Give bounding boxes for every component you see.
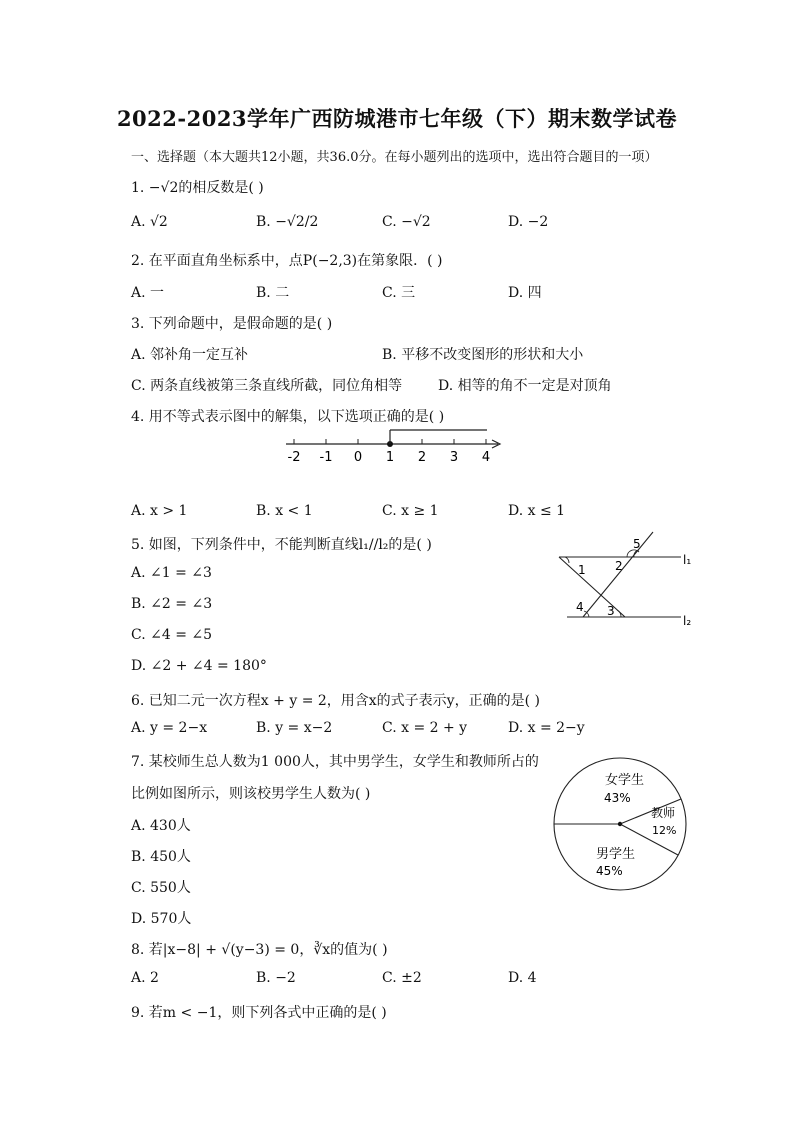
question-3-stem: 3. 下列命题中，是假命题的是( ) (131, 316, 333, 332)
q6-option-a: A. y = 2−x (131, 720, 208, 736)
number-line-tick-label: 4 (481, 450, 491, 465)
question-7-stem-line2: 比例如图所示，则该校男学生人数为( ) (131, 786, 371, 802)
q2-option-d: D. 四 (508, 285, 542, 301)
angle-4-label: 4 (576, 600, 584, 614)
pie-female-label: 女学生 (605, 773, 645, 788)
number-line-tick-label: 0 (353, 450, 363, 465)
q4-option-a: A. x > 1 (131, 503, 188, 519)
q8-option-c: C. ±2 (382, 970, 422, 986)
angle-2-label: 2 (615, 559, 623, 573)
q4-option-d: D. x ≤ 1 (508, 503, 566, 519)
q8-option-a: A. 2 (131, 970, 159, 986)
pie-teacher-label: 教师 (651, 806, 676, 820)
q7-option-b: B. 450人 (131, 849, 191, 865)
question-1-stem: 1. −√2的相反数是( ) (131, 180, 264, 196)
line-l1-label: l₁ (683, 553, 692, 567)
pie-teacher-pct: 12% (652, 824, 677, 837)
q8-option-b: B. −2 (256, 970, 296, 986)
number-line-tick-label: 2 (417, 450, 427, 465)
q6-option-d: D. x = 2−y (508, 720, 585, 736)
pie-female-pct: 43% (604, 791, 631, 805)
q7-option-c: C. 550人 (131, 880, 191, 896)
question-8-stem: 8. 若|x−8| + √(y−3) = 0，∛x的值为( ) (131, 942, 388, 958)
question-9-stem: 9. 若m < −1，则下列各式中正确的是( ) (131, 1005, 387, 1021)
question-7-stem-line1: 7. 某校师生总人数为1 000人，其中男学生，女学生和教师所占的 (131, 754, 539, 770)
q7-option-d: D. 570人 (131, 911, 192, 927)
page-title: 2022-2023学年广西防城港市七年级（下）期末数学试卷 (116, 106, 678, 131)
q5-option-c: C. ∠4 = ∠5 (131, 627, 213, 643)
question-6-stem: 6. 已知二元一次方程x + y = 2，用含x的式子表示y，正确的是( ) (131, 693, 540, 709)
parallel-lines-figure (555, 530, 705, 630)
q4-option-c: C. x ≥ 1 (382, 503, 439, 519)
number-line-tick-label: -1 (319, 450, 333, 465)
q7-option-a: A. 430人 (131, 818, 191, 834)
angle-1-label: 1 (578, 563, 586, 577)
transversal-right (583, 532, 653, 617)
pie-chart-figure (550, 754, 690, 894)
q8-option-d: D. 4 (508, 970, 537, 986)
section-heading: 一、选择题（本大题共12小题，共36.0分。在每小题列出的选项中，选出符合题目的一项） (131, 150, 658, 165)
question-5-stem: 5. 如图，下列条件中，不能判断直线l₁//l₂的是( ) (131, 537, 432, 553)
q1-option-d: D. −2 (508, 214, 549, 230)
question-2-stem: 2. 在平面直角坐标系中，点P(−2,3)在第象限．( ) (131, 253, 443, 269)
q5-option-a: A. ∠1 = ∠3 (131, 565, 212, 581)
pie-center (618, 822, 622, 826)
q6-option-b: B. y = x−2 (256, 720, 333, 736)
number-line-tick-label: 1 (385, 450, 395, 465)
q3-option-d: D. 相等的角不一定是对顶角 (438, 378, 612, 394)
q2-option-a: A. 一 (131, 285, 165, 301)
q3-option-c: C. 两条直线被第三条直线所截，同位角相等 (131, 378, 403, 394)
q6-option-c: C. x = 2 + y (382, 720, 468, 736)
angle-5-label: 5 (633, 537, 641, 551)
q1-option-b: B. −√2/2 (256, 214, 319, 230)
pie-male-pct: 45% (596, 864, 623, 878)
q5-option-d: D. ∠2 + ∠4 = 180° (131, 658, 267, 674)
number-line-tick-label: -2 (287, 450, 301, 465)
angle-3-label: 3 (607, 604, 615, 618)
q3-option-b: B. 平移不改变图形的形状和大小 (382, 347, 584, 363)
number-line-tick-label: 3 (449, 450, 459, 465)
q5-option-b: B. ∠2 = ∠3 (131, 596, 213, 612)
q1-option-a: A. √2 (131, 214, 168, 230)
q1-option-c: C. −√2 (382, 214, 431, 230)
q3-option-a: A. 邻补角一定互补 (131, 347, 249, 363)
question-4-stem: 4. 用不等式表示图中的解集，以下选项正确的是( ) (131, 409, 445, 425)
pie-male-label: 男学生 (596, 847, 636, 862)
q4-option-b: B. x < 1 (256, 503, 313, 519)
q2-option-c: C. 三 (382, 285, 416, 301)
number-line-figure (280, 424, 510, 468)
q2-option-b: B. 二 (256, 285, 290, 301)
line-l2-label: l₂ (683, 614, 692, 628)
